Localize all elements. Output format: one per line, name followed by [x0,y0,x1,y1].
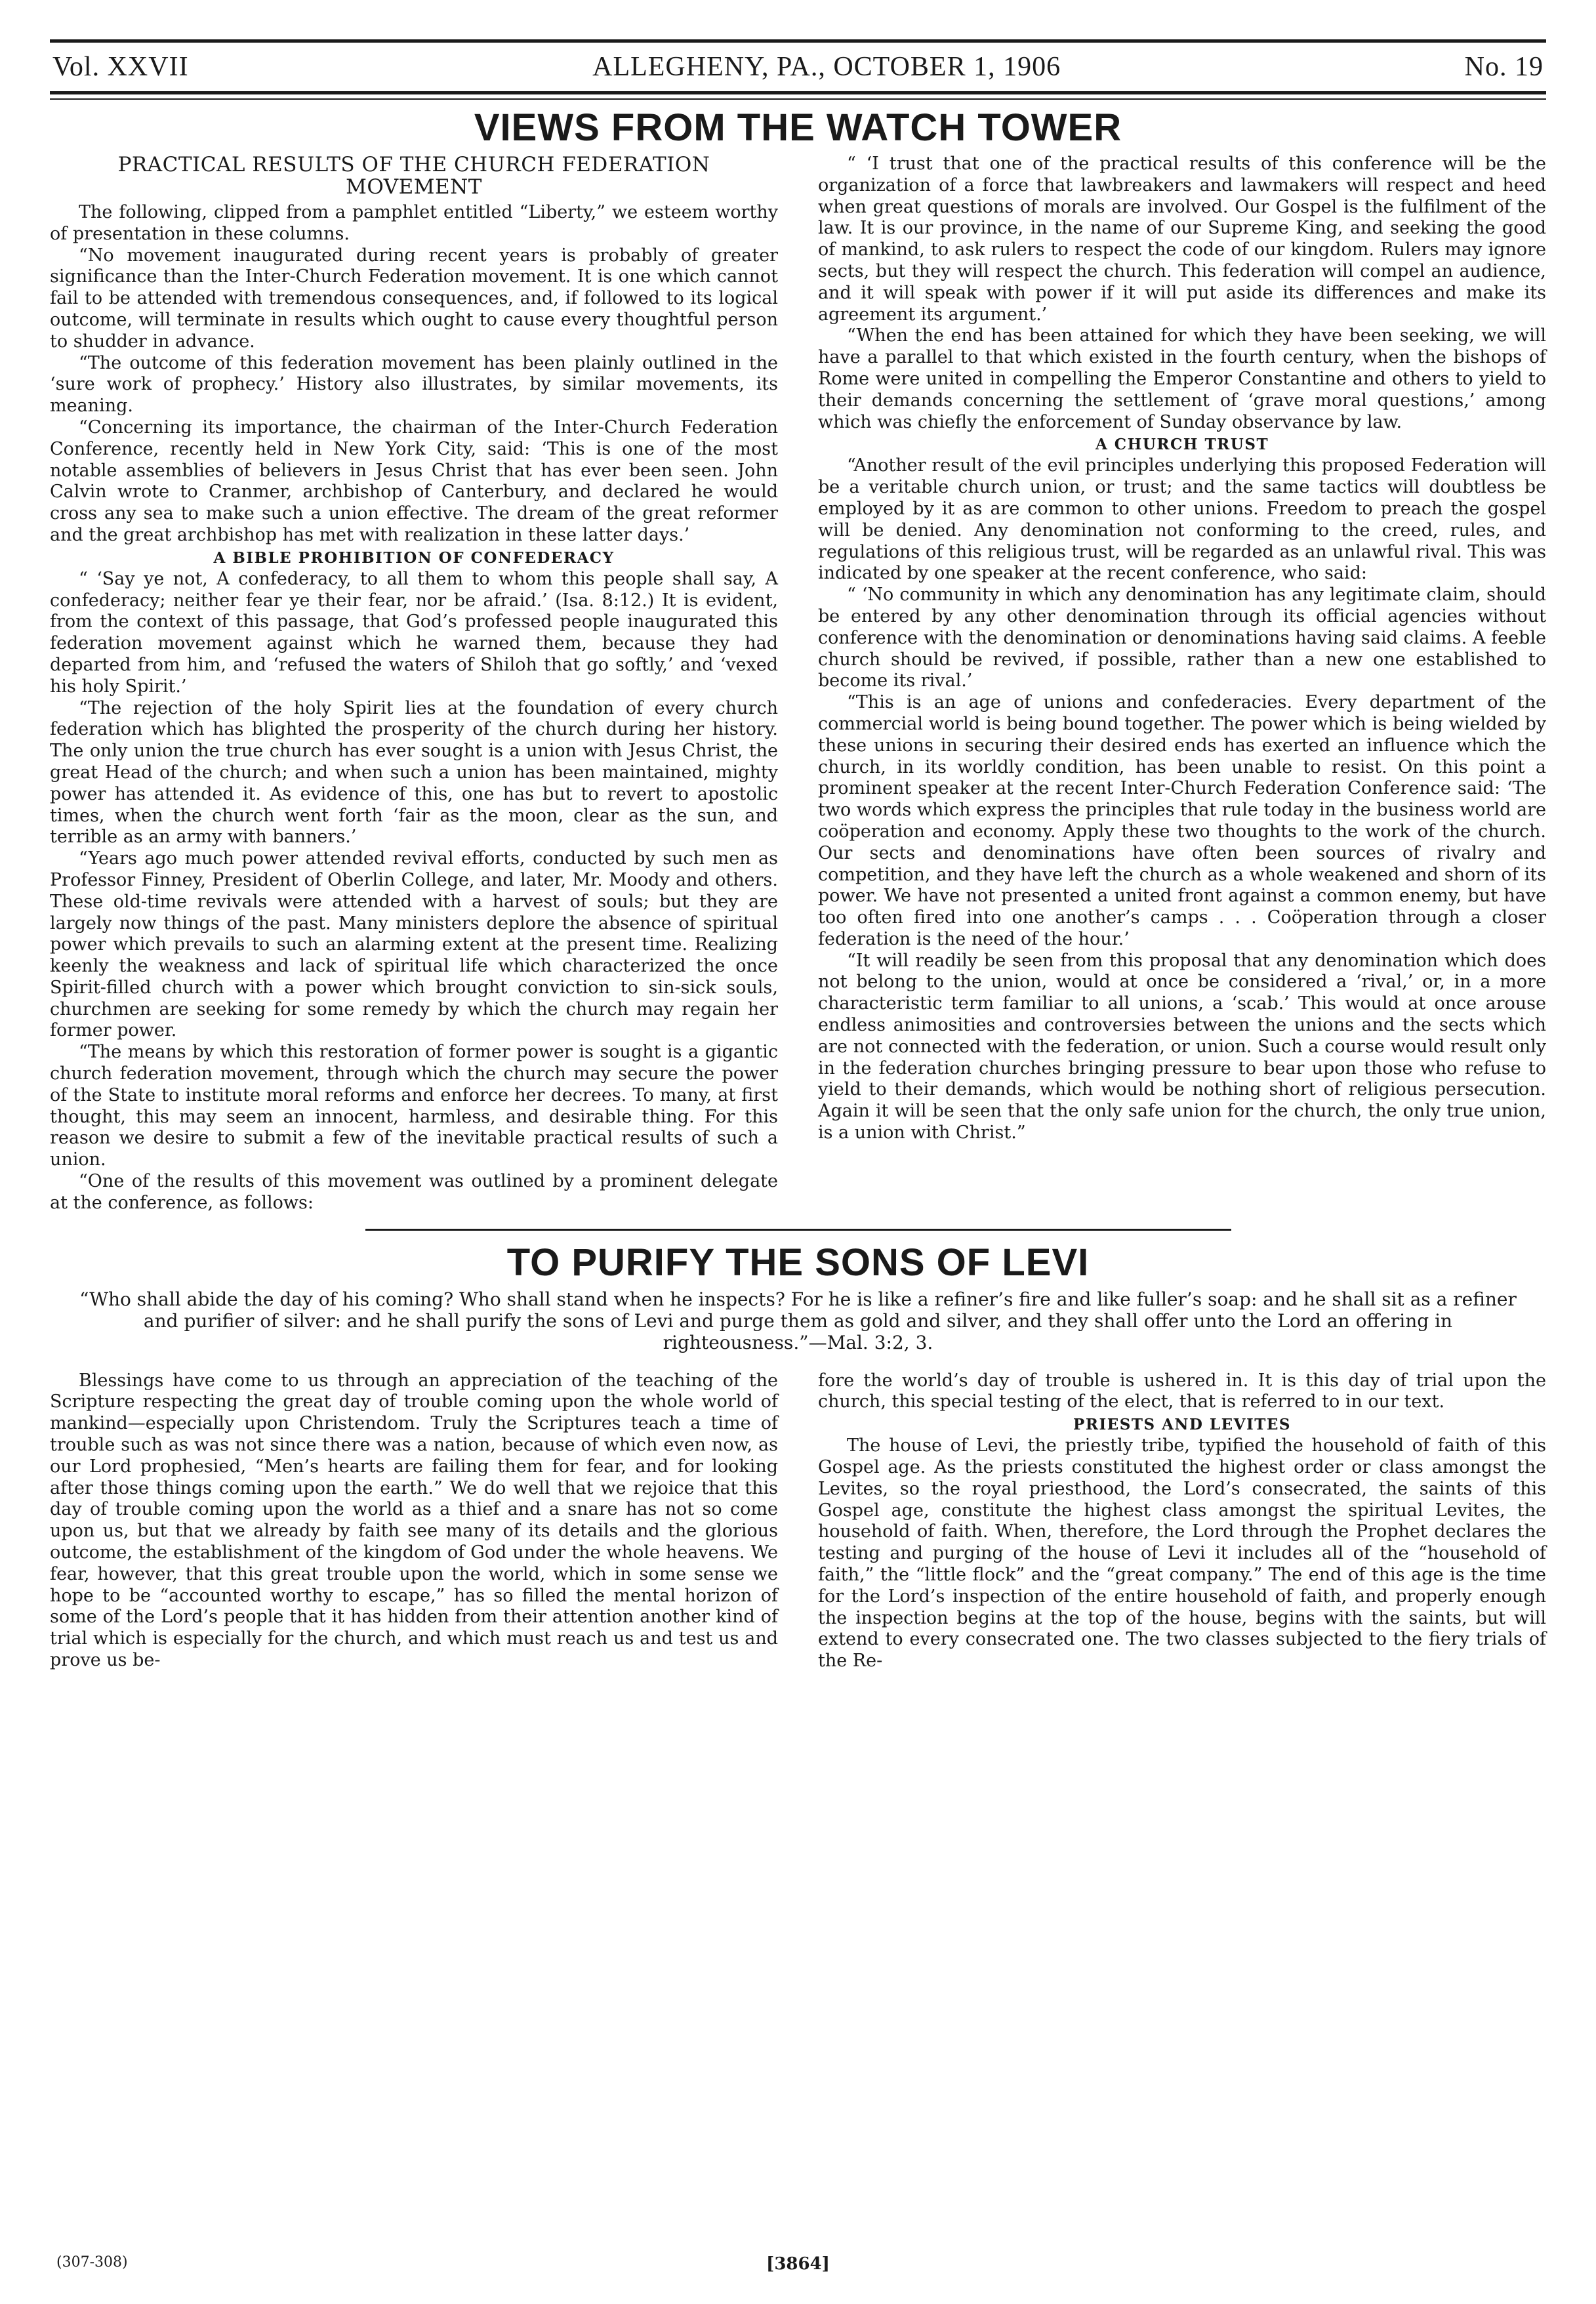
heading-priests-levites: PRIESTS AND LEVITES [1073,1416,1291,1434]
article2-columns [50,1370,1546,1672]
place-date: ALLEGHENY, PA., OCTOBER 1, 1906 [592,52,1061,82]
masthead-rule [50,91,1546,94]
paragraph: fore the world’s day of trouble is ushered in. It is this day of trial upon the church, this special testing of the elect, that is referred to in our text. [818,1370,1546,1412]
paragraph: “ ‘No community in which any denomination has any legitimate claim, should be entered by any other denomination through its official agencies without conference with the denomination or denominations having said claims. A feeble church should be revived, if possible, rather than a new one established to become its rival.’ [818,585,1546,691]
article2-left-column [50,1370,778,1672]
page-number: [3864] [766,2254,830,2274]
epigraph: “Who shall abide the day of his coming? Who shall stand when he inspects? For he is like a refiner’s fire and like fuller’s soap: and he shall sit as a refiner and purifier of silver: and he shall purify the sons of Levi and purge them as gold and silver, and they shall offer unto the Lord an offering in righteousness.”—Mal. 3:2, 3. [79,1288,1517,1353]
paragraph: “ ‘I trust that one of the practical results of this conference will be the organization of a force that lawbreakers and lawmakers will respect and heed when great questions of morals are involved. Our Gospel is the fulfilment of the law. It is our province, in the name of our Supreme King, and seeking the good of mankind, to ask rulers to respect the code of our kingdom. Rulers may ignore sects, but they will respect the church. This federation will compel an audience, and it will speak with power if it will put aside its differences and make its agreement its argument.’ [818,154,1546,325]
article1-subtitle: PRACTICAL RESULTS OF THE CHURCH FEDERATION MOVEMENT [117,153,710,199]
article1-left-column [50,154,778,1214]
heading-church-trust: A CHURCH TRUST [1095,436,1269,454]
paragraph: The following, clipped from a pamphlet entitled “Liberty,” we esteem worthy of presentation in these columns. [50,202,778,244]
article1-right-column [818,154,1546,1214]
paragraph: “Another result of the evil principles underlying this proposed Federation will be a veritable church union, or trust; and the same tactics will doubtless be employed by it as are common to other unions. Freedom to preach the gospel will be denied. Any denomination not conforming to the creed, rules, and regulations of this religious trust, will be regarded as an unlawful rival. This was indicated by one speaker at the recent conference, who said: [818,455,1546,584]
page-footer [50,2254,1546,2280]
paragraph: “The rejection of the holy Spirit lies at the foundation of every church federation which has blighted the prosperity of the church during her history. The only union the true church has ever sought is a union with Jesus Christ, the great Head of the church; and when such a union has been maintained, mighty power has attended it. As evidence of this, one has but to revert to apostolic times, when the church went forth ‘fair as the moon, clear as the sun, and terrible as an army with banners.’ [50,697,778,848]
heading-bible-prohibition: A BIBLE PROHIBITION OF CONFEDERACY [213,548,615,567]
article-divider [365,1229,1231,1231]
footer-reference: (307-308) [56,2254,128,2271]
paragraph: “The outcome of this federation movement has been plainly outlined in the ‘sure work of prophecy.’ History also illustrates, by similar movements, its meaning. [50,352,778,417]
volume-label: Vol. XXVII [52,52,189,82]
article1-columns [50,154,1546,1214]
paragraph: “Years ago much power attended revival efforts, conducted by such men as Professor Finney, President of Oberlin College, and later, Mr. Moody and others. These old-time revivals were attended with a harvest of souls; but they are largely now things of the past. Many ministers deplore the absence of spiritual power which prevails to such an alarming extent at the present time. Realizing keenly the weakness and lack of spiritual life which characterized the once Spirit-filled church with a power which brought conviction to sin-sick souls, churchmen are seeking for some remedy by which the church may regain her former power. [50,848,778,1041]
page [50,39,1546,1672]
article-title-sons-of-levi: TO PURIFY THE SONS OF LEVI [506,1241,1090,1284]
paragraph: “One of the results of this movement was outlined by a prominent delegate at the conference, as follows: [50,1171,778,1213]
paragraph: The house of Levi, the priestly tribe, typified the household of faith of this Gospel age. As the priests constituted the highest order or class amongst the Levites, so the royal priesthood, the Lord’s consecrated, the saints of this Gospel age, constitute the highest class amongst the spiritual Levites, the household of faith. When, therefore, the Lord through the Prophet declares the testing and purging of the house of Levi it includes all of the “household of faith,” the “little flock” and the “great company.” The end of this age is the time for the Lord’s inspection of the entire household of faith, and properly enough the inspection begins at the top of the house, begins with the saints, but will extend to every consecrated one. The two classes subjected to the fiery trials of the Re- [818,1435,1546,1672]
masthead-rule-thin [50,98,1546,100]
paragraph: “It will readily be seen from this proposal that any denomination which does not belong to the union, would at once be considered a ‘rival,’ or, in a more characteristic term familiar to all unions, a ‘scab.’ This would at once arouse endless animosities and controversies between the unions and the sects which are not connected with the federation, or union. Such a course would result only in the federation churches bringing pressure to bear upon those who refuse to yield to their demands, which would be nothing short of religious persecution. Again it will be seen that the only safe union for the church, the only true union, is a union with Christ.” [818,950,1546,1143]
paragraph: “ ‘Say ye not, A confederacy, to all them to whom this people shall say, A confederacy; neither fear ye their fear, nor be afraid.’ (Isa. 8:12.) It is evident, from the context of this passage, that God’s professed people inaugurated this federation movement against which he warned them, because they had departed from him, and ‘refused the waters of Shiloh that go softly,’ and ‘vexed his holy Spirit.’ [50,568,778,697]
issue-number: No. 19 [1464,52,1544,82]
paragraph: “When the end has been attained for which they have been seeking, we will have a parallel to that which existed in the fourth century, when the bishops of Rome were united in compelling the Emperor Constantine and others to yield to their demands concerning the settlement of ‘grave moral questions,’ among which was chiefly the enforcement of Sunday observance by law. [818,325,1546,432]
paragraph: “No movement inaugurated during recent years is probably of greater significance than the Inter-Church Federation movement. It is one which cannot fail to be attended with tremendous consequences, and, if followed to its logical outcome, will terminate in results which ought to cause every thoughtful person to shudder in advance. [50,245,778,352]
paragraph: “This is an age of unions and confederacies. Every department of the commercial world is being bound together. The power which is being wielded by these unions in securing their desired ends has exerted an influence which the church, in its worldly condition, has been unable to resist. On this point a prominent speaker at the recent Inter-Church Federation Conference said: ‘The two words which express the principles that rule today in the business world are coöperation and economy. Apply these two thoughts to the work of the church. Our sects and denominations have often been sources of rivalry and competition, and they have left the church as a whole weakened and shorn of its power. We have not presented a united front against a common enemy, but have too often fired into one another’s camps . . . Coöperation through a closer federation is the need of the hour.’ [818,692,1546,949]
article2-right-column [818,1370,1546,1672]
article-title-watch-tower: VIEWS FROM THE WATCH TOWER [474,106,1122,149]
paragraph: “The means by which this restoration of former power is sought is a gigantic church federation movement, through which the church may secure the power of the State to institute moral reforms and enforce her decrees. To many, at first thought, this may seem an innocent, harmless, and desirable thing. For this reason we desire to submit a few of the inevitable practical results of such a union. [50,1042,778,1170]
paragraph: Blessings have come to us through an appreciation of the teaching of the Scripture respecting the great day of trouble coming upon the whole world of mankind—especially upon Christendom. Truly the Scriptures teach a time of trouble such as was not since there was a nation, because of which even now, as our Lord prophesied, “Men’s hearts are failing them for fear, and for looking after those things coming upon the earth.” We do well that we rejoice that this day of trouble coming upon the world as a thief and a snare has not so come upon us, but that we already by faith see many of its details and the glorious outcome, the establishment of the kingdom of God under the whole heavens. We fear, however, that this great trouble upon the world, which in some sense we hope to be “accounted worthy to escape,” has so filled the mental horizon of some of the Lord’s people that it has hidden from their attention another kind of trial which is especially for the church, and which must reach us and test us and prove us be- [50,1370,778,1671]
paragraph: “Concerning its importance, the chairman of the Inter-Church Federation Conference, recently held in New York City, said: ‘This is one of the most notable assemblies of believers in Jesus Christ that has ever been seen. John Calvin wrote to Cranmer, archbishop of Canterbury, and declared he would cross any sea to make such a union effective. The dream of the great reformer and the great archbishop has met with realization in these latter days.’ [50,417,778,545]
masthead [50,43,1546,91]
